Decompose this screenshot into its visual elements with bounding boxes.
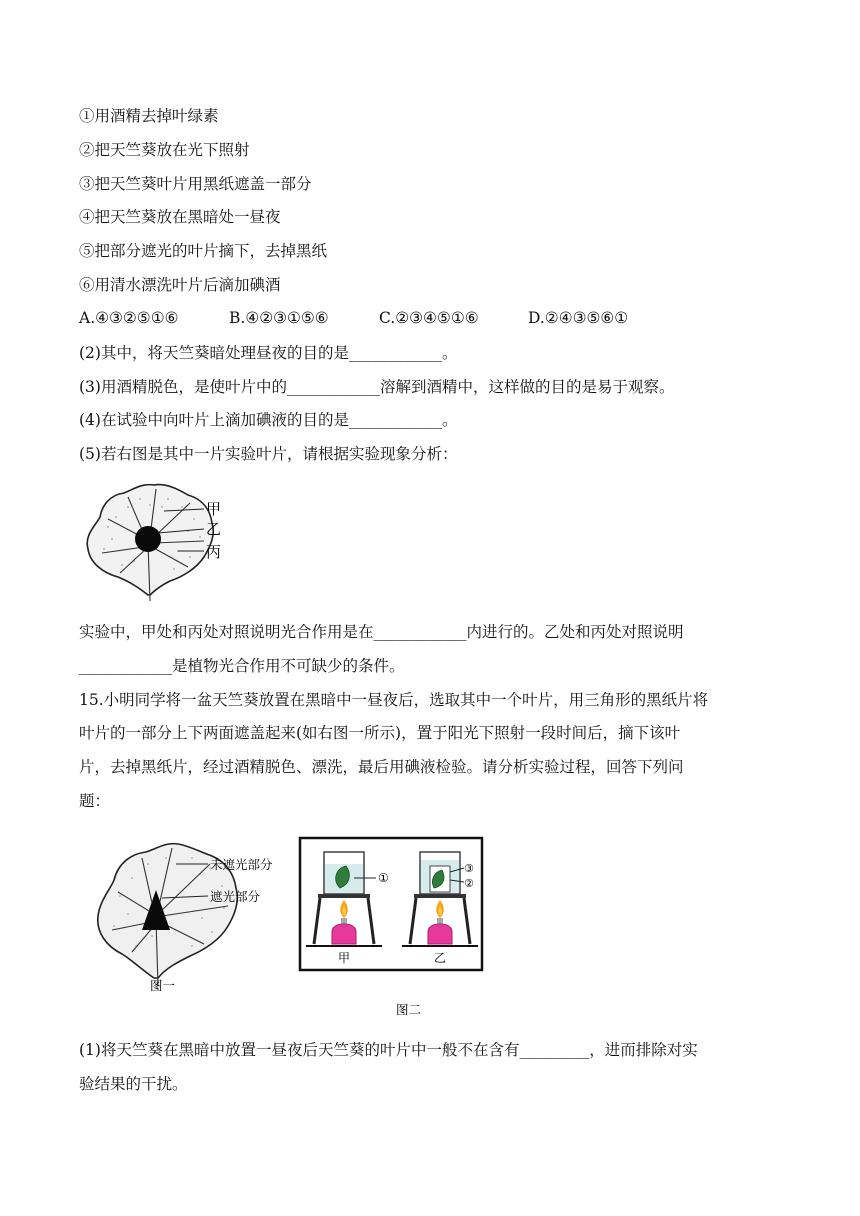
label-apparatus-jia: 甲 [338,951,351,965]
step-6: ⑥用清水漂洗叶片后滴加碘酒 [79,276,281,294]
q15-line-3: 片，去掉黑纸片，经过酒精脱色、漂洗，最后用碘液检验。请分析实验过程，回答下列问 [79,758,684,776]
label-circled-3: ③ [464,862,474,875]
label-jia: 甲 [206,500,222,518]
label-circled-1: ① [378,871,389,885]
q5-analysis-line-1: 实验中，甲处和丙处对照说明光合作用是在____________内进行的。乙处和丙处对照说明 [79,623,684,641]
step-5: ⑤把部分遮光的叶片摘下，去掉黑纸 [79,242,328,260]
step-2: ②把天竺葵放在光下照射 [79,141,250,159]
label-unshaded: 未遮光部分 [210,857,273,872]
step-1: ①用酒精去掉叶绿素 [79,107,219,125]
label-shaded: 遮光部分 [210,889,261,904]
q15-sub1-line-2: 验结果的干扰。 [79,1075,188,1093]
q15-line-2: 叶片的一部分上下两面遮盖起来(如右图一所示)，置于阳光下照射一段时间后，摘下该叶 [79,724,681,742]
q15-line-1: 15.小明同学将一盆天竺葵放置在黑暗中一昼夜后，选取其中一个叶片，用三角形的黑纸片将 [79,691,709,709]
option-c: C.②③④⑤①⑥ [379,309,479,327]
label-bing: 丙 [206,543,222,561]
question-3: (3)用酒精脱色，是使叶片中的____________溶解到酒精中，这样做的目的是易于观察。 [79,378,675,396]
option-a: A.④③②⑤①⑥ [79,309,179,327]
label-circled-2: ② [464,877,474,890]
label-apparatus-yi: 乙 [434,951,447,965]
water-bath-diagram [298,836,484,1022]
question-5: (5)若右图是其中一片实验叶片，请根据实验现象分析： [79,445,458,463]
leaf-diagram-1 [78,477,238,605]
option-d: D.②④③⑤⑥① [528,309,629,327]
q15-line-4: 题： [79,792,111,810]
question-2: (2)其中，将天竺葵暗处理昼夜的目的是____________。 [79,344,458,362]
option-b: B.④②③①⑤⑥ [229,309,329,327]
q5-analysis-line-2: ____________是植物光合作用不可缺少的条件。 [79,657,405,675]
caption-figure-1: 图一 [150,978,176,993]
step-3: ③把天竺葵叶片用黑纸遮盖一部分 [79,175,312,193]
label-yi: 乙 [206,520,222,538]
question-4: (4)在试验中向叶片上滴加碘液的目的是____________。 [79,411,458,429]
q15-sub1-line-1: (1)将天竺葵在黑暗中放置一昼夜后天竺葵的叶片中一般不在含有_________，进而排除对实 [79,1041,698,1059]
step-4: ④把天竺葵放在黑暗处一昼夜 [79,208,281,226]
caption-figure-2: 图二 [396,1002,422,1017]
leaf-diagram-2 [92,836,292,996]
black-spot [135,526,161,552]
